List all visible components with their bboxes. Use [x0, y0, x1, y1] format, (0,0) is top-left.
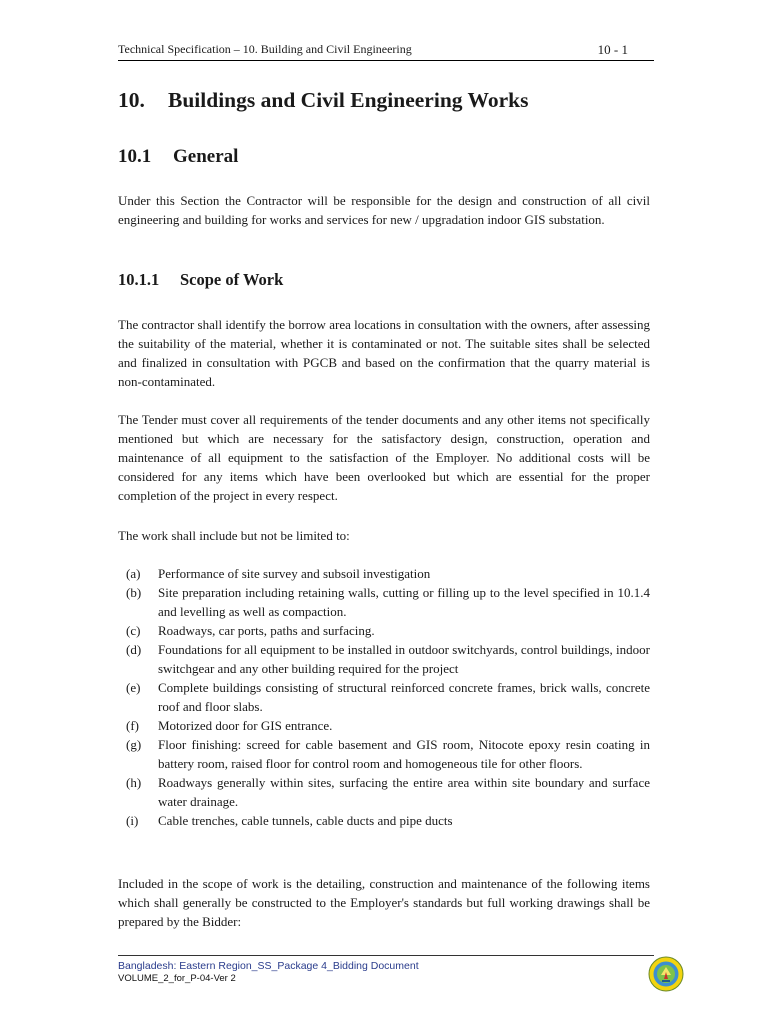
list-item-text: Complete buildings consisting of structural reinforced concrete frames, brick walls, concrete roof and floor slabs.: [158, 680, 650, 714]
list-item: [118, 583, 650, 621]
scope-item-list: [118, 564, 650, 830]
subsection-title: General: [173, 146, 239, 167]
header-title: Technical Specification – 10. Building and Civil Engineering: [118, 42, 412, 56]
footer-document-title: Bangladesh: Eastern Region_SS_Package 4_Bidding Document: [118, 960, 419, 972]
list-item-label: (f): [126, 718, 139, 733]
list-item-label: (i): [126, 813, 139, 828]
footer-divider: [118, 955, 654, 956]
list-item-text: Floor finishing: screed for cable basement and GIS room, Nitocote epoxy resin coating in battery room, raised floor for control room and homogeneous tile for other floors.: [158, 737, 650, 771]
list-item: [118, 735, 650, 773]
list-item-text: Site preparation including retaining walls, cutting or filling up to the level specified in 10.1.4 and levelling as well as compaction.: [158, 585, 650, 619]
list-item-text: Foundations for all equipment to be installed in outdoor switchyards, control buildings, indoor switchgear and any other building required for the project: [158, 642, 650, 676]
organization-seal-icon: [648, 956, 684, 992]
scope-paragraph-tender-coverage: The Tender must cover all requirements of the tender documents and any other items not specifically mentioned but which are necessary for the satisfactory design, construction, operation and maintenance of all equipment to the satisfaction of the Employer. No additional costs will be considered for any items which have been overlooked but which are essential for the proper completion of the project in every respect.: [118, 412, 650, 503]
page-header: [118, 40, 654, 61]
list-item-text: Motorized door for GIS entrance.: [158, 718, 333, 733]
list-item: [118, 716, 650, 735]
list-item: [118, 564, 650, 583]
subsubsection-title: Scope of Work: [180, 270, 284, 289]
closing-paragraph: Included in the scope of work is the detailing, construction and maintenance of the following items which shall generally be constructed to the Employer's standards but full working drawings shall be prepared by the Bidder:: [118, 876, 650, 929]
subsection-heading: [118, 146, 238, 168]
section-number: 10.: [118, 88, 145, 112]
subsubsection-heading: [118, 270, 283, 290]
list-item: [118, 621, 650, 640]
list-item-text: Cable trenches, cable tunnels, cable ducts and pipe ducts: [158, 813, 453, 828]
footer-volume: VOLUME_2_for_P-04-Ver 2: [118, 973, 236, 984]
list-item: [118, 811, 650, 830]
list-item-text: Performance of site survey and subsoil investigation: [158, 566, 431, 581]
list-item-label: (h): [126, 775, 142, 790]
subsubsection-number: 10.1.1: [118, 270, 160, 289]
general-paragraph: Under this Section the Contractor will be responsible for the design and construction of all civil engineering and building for works and services for new / upgradation indoor GIS substation.: [118, 193, 650, 227]
header-page-number: 10 - 1: [597, 42, 628, 57]
list-item-text: Roadways generally within sites, surfacing the entire area within site boundary and surface water drainage.: [158, 775, 650, 809]
list-item-label: (d): [126, 642, 142, 657]
list-item: [118, 773, 650, 811]
list-item-label: (c): [126, 623, 141, 638]
subsection-number: 10.1: [118, 146, 152, 167]
list-item-label: (g): [126, 737, 142, 752]
list-item: [118, 640, 650, 678]
list-item-label: (e): [126, 680, 141, 695]
scope-paragraph-borrow-area: The contractor shall identify the borrow area locations in consultation with the owners, after assessing the suitability of the material, whether it is contaminated or not. The suitable sites shall be selected and finalized in consultation with PGCB and based on the confirmation that the quarry material is non-contaminated.: [118, 317, 650, 389]
list-item-text: Roadways, car ports, paths and surfacing.: [158, 623, 375, 638]
list-item-label: (b): [126, 585, 142, 600]
list-item-label: (a): [126, 566, 141, 581]
section-heading: [118, 88, 528, 113]
section-title: Buildings and Civil Engineering Works: [168, 88, 529, 112]
scope-paragraph-work-intro: The work shall include but not be limited to:: [118, 528, 350, 543]
list-item: [118, 678, 650, 716]
